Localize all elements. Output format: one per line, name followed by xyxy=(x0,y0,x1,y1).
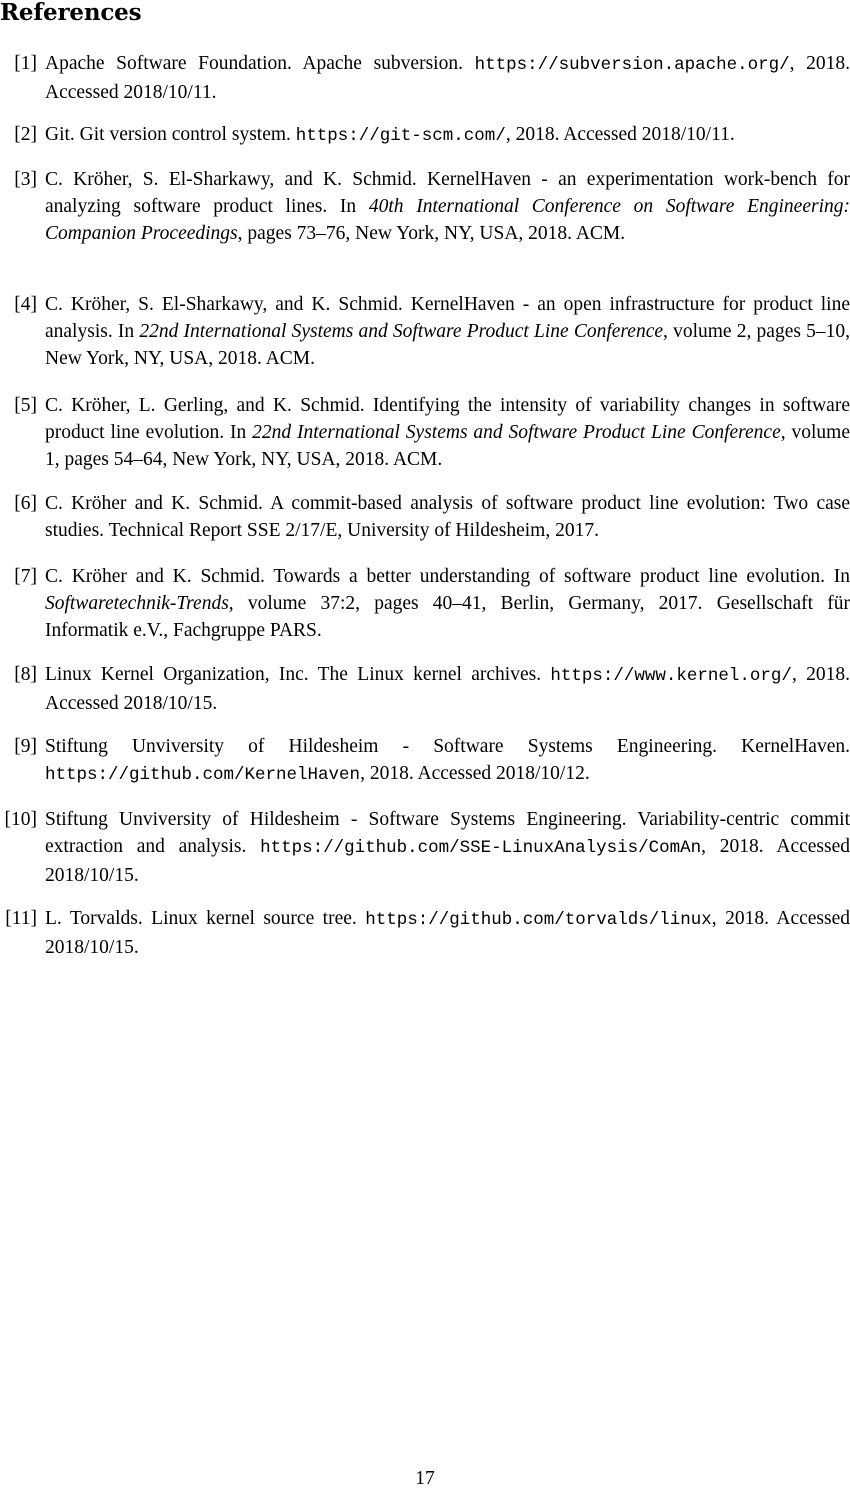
reference-number: [11] xyxy=(5,908,37,929)
reference-url-link[interactable]: https://www.kernel.org/ xyxy=(550,666,792,686)
reference-entry-11 xyxy=(0,905,850,961)
reference-text: L. Torvalds. Linux kernel source tree. https://github.com/torvalds/linux, 2018. Accessed 2018/10/15. xyxy=(45,908,850,958)
reference-entry-7 xyxy=(0,563,850,644)
reference-entry-1 xyxy=(0,50,850,106)
reference-entry-4 xyxy=(0,291,850,372)
reference-number: [5] xyxy=(14,395,37,416)
reference-url-link[interactable]: https://subversion.apache.org/ xyxy=(474,55,790,75)
reference-text: Stiftung Unviversity of Hildesheim - Software Systems Engineering. Variability-centric commit extraction and analysis. https://github.com/SSE-LinuxAnalysis/ComAn, 2018. Accessed 2018/10/15. xyxy=(45,809,850,886)
reference-entry-6 xyxy=(0,490,850,544)
reference-venue: 22nd International Systems and Software Product Line Conference xyxy=(252,422,781,443)
reference-number: [4] xyxy=(14,294,37,315)
reference-venue: Softwaretechnik-Trends xyxy=(45,593,229,614)
reference-entry-9 xyxy=(0,733,850,789)
reference-text: Git. Git version control system. https://git-scm.com/, 2018. Accessed 2018/10/11. xyxy=(45,124,735,146)
reference-number: [8] xyxy=(14,664,37,685)
reference-text: C. Kröher, S. El-Sharkawy, and K. Schmid. KernelHaven - an open infrastructure for product line analysis. In 22nd International Systems and Software Product Line Conference, volume 2, pages 5–10, New York, NY, USA, 2018. ACM. xyxy=(45,294,850,369)
reference-number: [3] xyxy=(14,169,37,190)
reference-url-link[interactable]: https://github.com/KernelHaven xyxy=(45,765,361,785)
reference-entry-5 xyxy=(0,392,850,473)
reference-venue: 40th International Conference on Software Engineering: Companion Proceedings xyxy=(45,196,850,244)
reference-venue: 22nd International Systems and Software Product Line Conference xyxy=(139,321,664,342)
page-number: 17 xyxy=(415,1468,435,1489)
reference-url-link[interactable]: https://github.com/SSE-LinuxAnalysis/ComAn xyxy=(260,838,702,858)
reference-url-link[interactable]: https://git-scm.com/ xyxy=(295,126,506,146)
reference-entry-3 xyxy=(0,166,850,247)
reference-text: Linux Kernel Organization, Inc. The Linux kernel archives. https://www.kernel.org/, 2018. Accessed 2018/10/15. xyxy=(45,664,850,714)
reference-text: C. Kröher and K. Schmid. A commit-based analysis of software product line evolution: Two case studies. Technical Report SSE 2/17/E, University of Hildesheim, 2017. xyxy=(45,493,850,541)
reference-entry-10 xyxy=(0,806,850,889)
reference-text: Apache Software Foundation. Apache subversion. https://subversion.apache.org/, 2018. Accessed 2018/10/11. xyxy=(45,53,850,103)
reference-number: [7] xyxy=(14,566,37,587)
reference-text: C. Kröher, L. Gerling, and K. Schmid. Identifying the intensity of variability changes in software product line evolution. In 22nd International Systems and Software Product Line Conference, volume 1, pages 54–64, New York, NY, USA, 2018. ACM. xyxy=(45,395,850,470)
reference-number: [1] xyxy=(14,53,37,74)
reference-entry-2 xyxy=(0,121,850,150)
references-heading: References xyxy=(0,0,142,26)
reference-entry-8 xyxy=(0,661,850,717)
reference-text: C. Kröher, S. El-Sharkawy, and K. Schmid. KernelHaven - an experimentation work-bench for analyzing software product lines. In 40th International Conference on Software Engineering: Companion Proceedings, pages 73–76, New York, NY, USA, 2018. ACM. xyxy=(45,169,850,244)
reference-number: [9] xyxy=(14,736,37,757)
reference-text: C. Kröher and K. Schmid. Towards a better understanding of software product line evolution. In Softwaretechnik-Trends, volume 37:2, pages 40–41, Berlin, Germany, 2017. Gesellschaft für Informatik e.V., Fachgruppe PARS. xyxy=(45,566,850,641)
reference-url-link[interactable]: https://github.com/torvalds/linux xyxy=(365,910,712,930)
reference-number: [10] xyxy=(4,809,37,830)
reference-text: Stiftung Unviversity of Hildesheim - Software Systems Engineering. KernelHaven. https://github.com/KernelHaven, 2018. Accessed 2018/10/12. xyxy=(45,736,850,785)
reference-number: [2] xyxy=(14,124,37,145)
reference-number: [6] xyxy=(14,493,37,514)
